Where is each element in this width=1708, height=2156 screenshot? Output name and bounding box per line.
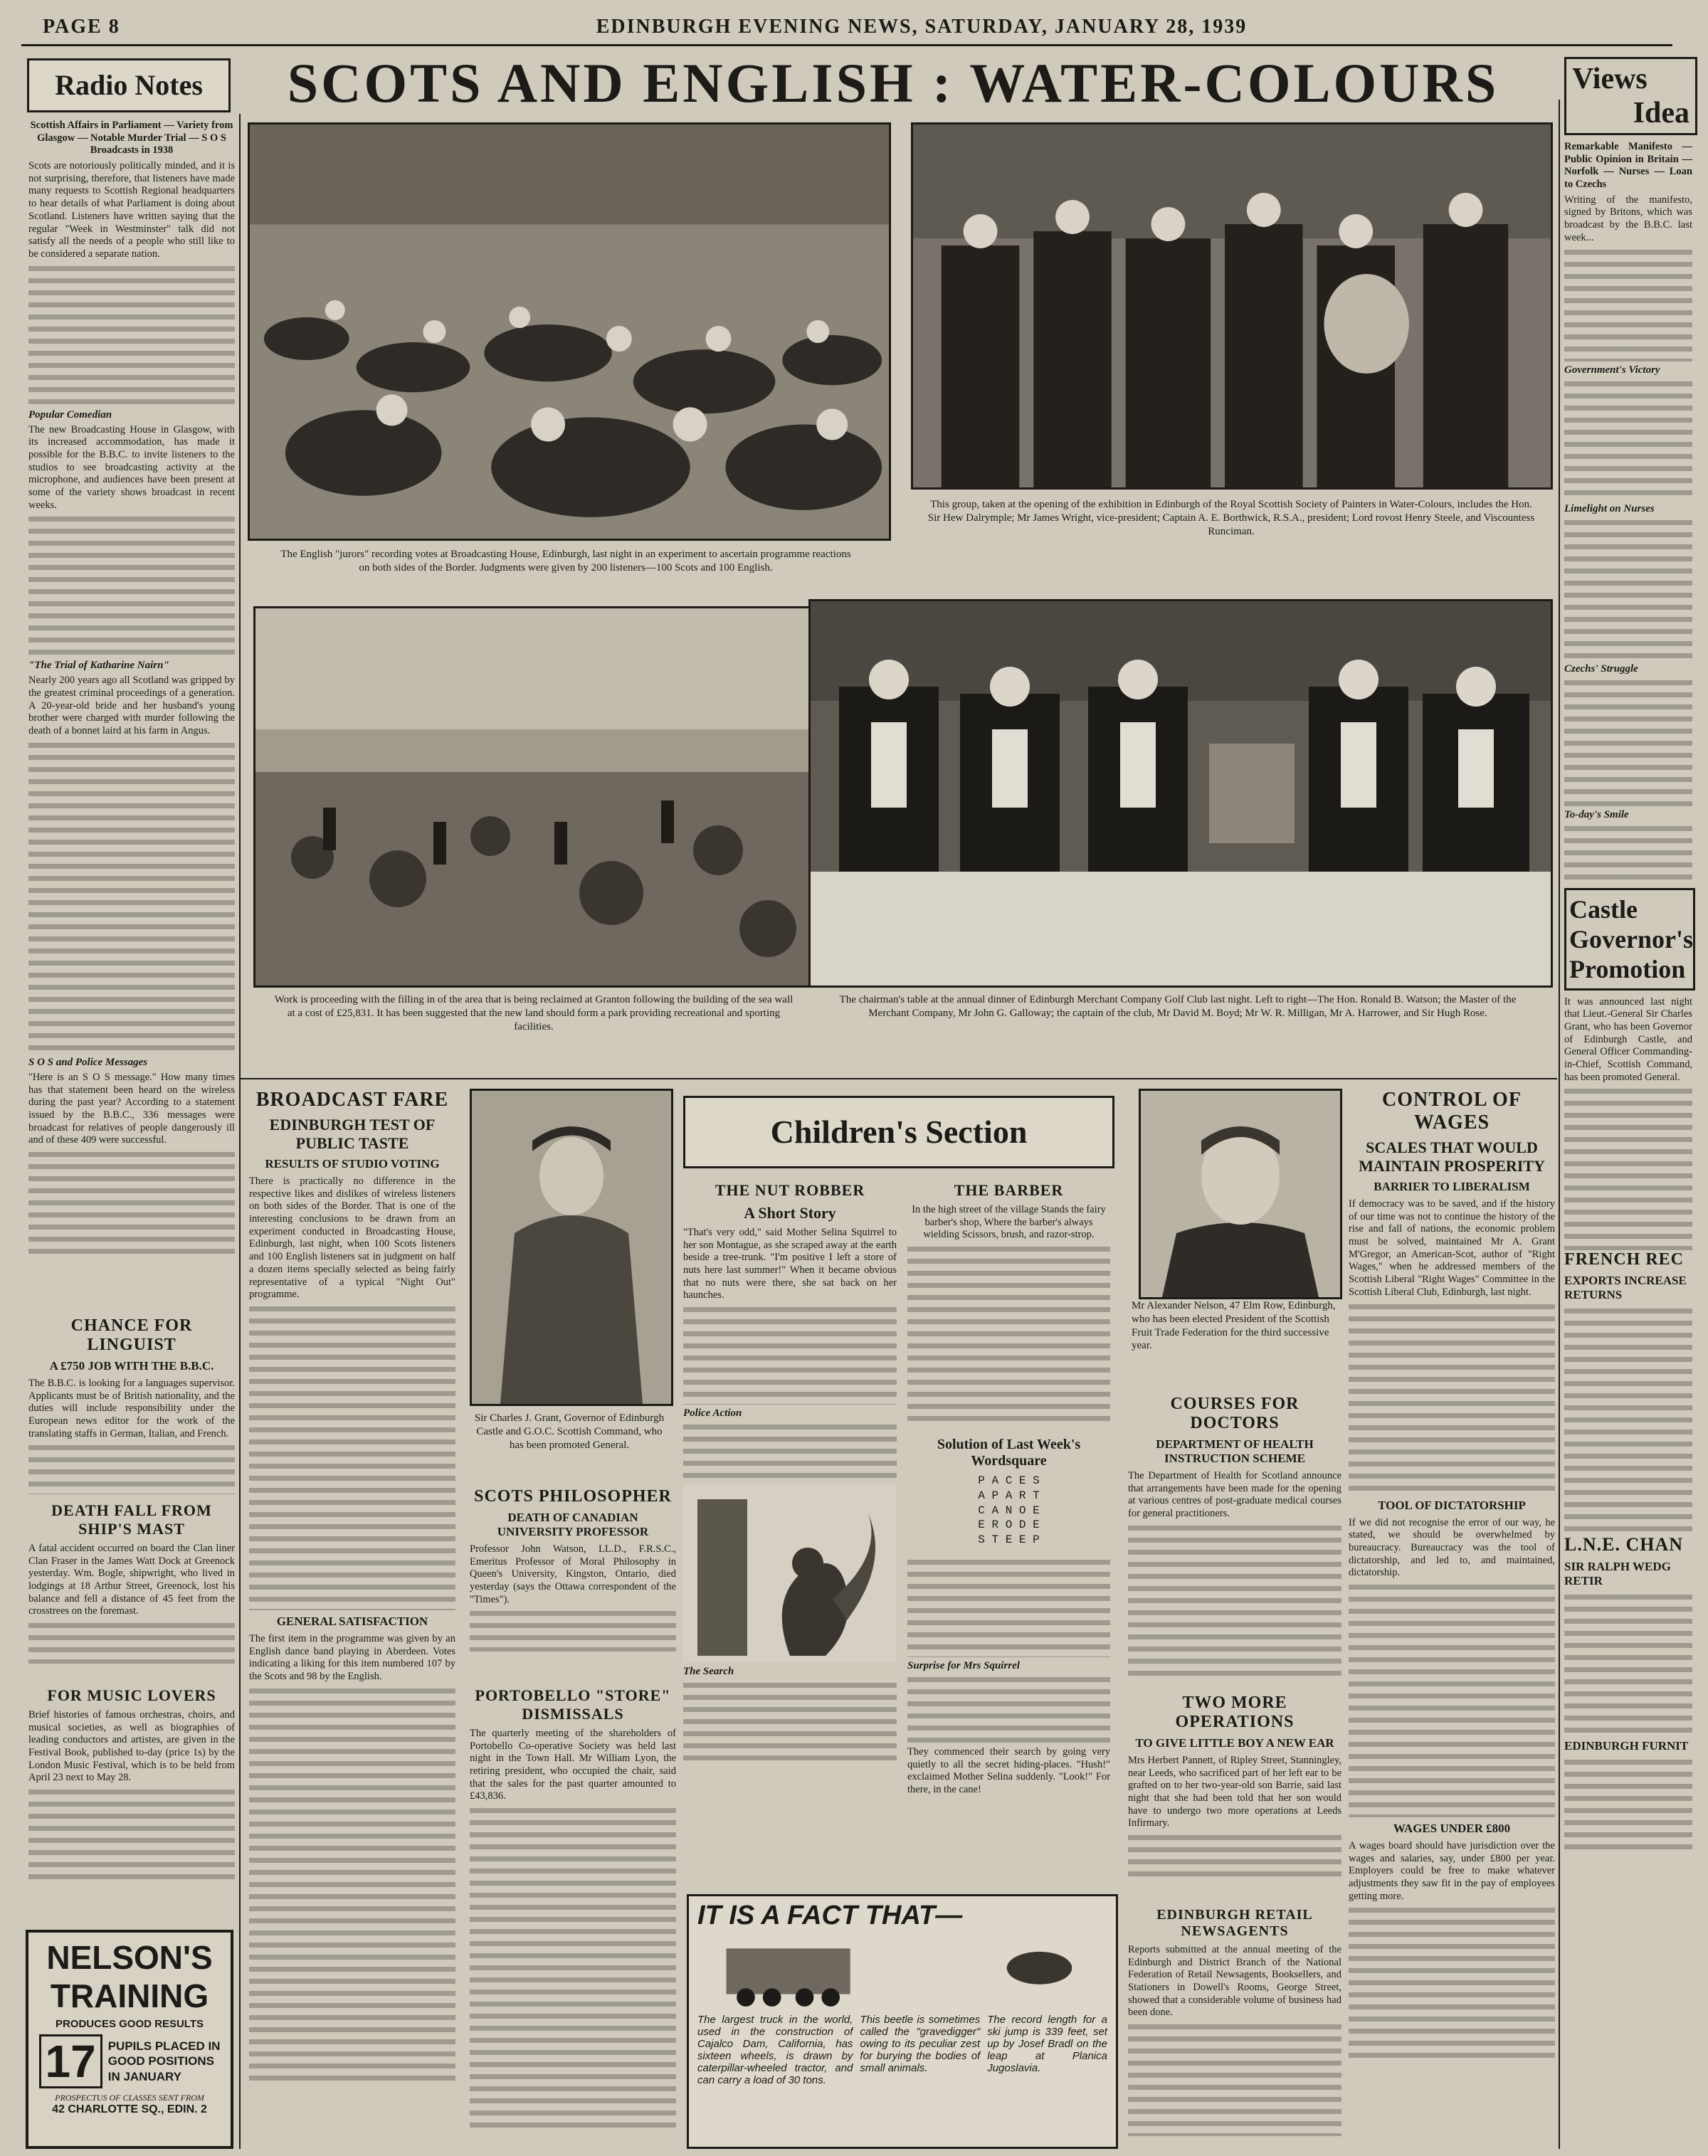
text-lines	[470, 1806, 676, 2133]
music-head: FOR MUSIC LOVERS	[47, 1686, 216, 1704]
page-number: PAGE 8	[43, 16, 120, 38]
text-lines	[28, 264, 235, 406]
wages-side-2: WAGES UNDER £800	[1393, 1821, 1511, 1835]
french-sub: EXPORTS INCREASE RETURNS	[1564, 1274, 1687, 1302]
grant-portrait	[470, 1089, 673, 1406]
wordsquare-row: S T E E P	[978, 1533, 1040, 1547]
fact-head: IT IS A FACT THAT—	[697, 1901, 963, 1930]
nelson-portrait	[1139, 1089, 1342, 1299]
barber-column	[907, 1181, 1110, 1893]
broadcast-sub-1: EDINBURGH TEST OF PUBLIC TASTE	[269, 1116, 436, 1152]
broadcast-article	[249, 1089, 455, 2142]
story-sub: A Short Story	[744, 1204, 836, 1222]
jurors-photo	[248, 122, 891, 541]
radio-side-2: "The Trial of Katharine Nairn"	[28, 660, 169, 672]
text-lines	[28, 1150, 235, 1257]
operations-article	[1128, 1693, 1341, 1900]
retail-text: Reports submitted at the annual meeting of the Edinburgh and District Branch of the National Federation of Retail Newsagents, Booksellers, and Stationers in Dowell's Rooms, George Street, showed that a considerable volume of business had been done.	[1128, 1944, 1341, 2019]
text-lines	[28, 1787, 235, 1880]
painters-caption: This group, taken at the opening of the exhibition in Edinburgh of the Royal Scottish Society of Painters in Water-Colours, includes the Hon. Sir Hew Dalrymple; Mr James Wright, vice-president; Captain A. E. Borthwick, R.S.A., president; Lord rovost Henry Steele, and Viscountess Runciman.	[927, 499, 1535, 537]
fact-box	[687, 1894, 1118, 2149]
text-lines	[683, 1305, 897, 1405]
broadcast-head: BROADCAST FARE	[255, 1089, 449, 1111]
retail-head: EDINBURGH RETAIL NEWSAGENTS	[1156, 1907, 1313, 1939]
section-rule	[241, 1078, 1557, 1079]
radio-notes-title: Radio Notes	[27, 58, 231, 112]
deathfall-text: A fatal accident occurred on board the Clan liner Clan Fraser in the James Watt Dock at Greenock yesterday. Wm. Bogle, shipwright, who lived in lodgings at 18 Arthur Street, Greenock, lost his balance and fell a distance of 45 feet from the crosstrees on the foremast.	[28, 1543, 235, 1617]
doctors-text: The Department of Health for Scotland announce that arrangements have been made for the opening at various centres of post-graduate medical courses for general practitioners.	[1128, 1470, 1341, 1520]
granton-caption: Work is proceeding with the filling in of the area that is being reclaimed at Granton following the building of the sea wall at a cost of £25,831. It has been suggested that the new land should form a park providing recreational and sporting facilities.	[274, 994, 794, 1032]
puzzle-head: Solution of Last Week's Wordsquare	[937, 1437, 1081, 1469]
philosopher-head: SCOTS PHILOSOPHER	[474, 1487, 672, 1506]
views-head-1: Views	[1572, 63, 1648, 95]
jurors-caption: The English "jurors" recording votes at Broadcasting House, Edinburgh, last night in an experiment to ascertain programme reactions on both sides of the Border. Judgments were given by 200 listeners—100 Scots and 100 English.	[280, 549, 851, 574]
banner-headline: SCOTS AND ENGLISH : WATER-COLOURS	[287, 52, 1499, 114]
text-lines	[249, 1686, 455, 2085]
castle-text: It was announced last night that Lieut.-General Sir Charles Grant, who has been Governor of Edinburgh Castle, and General Officer Commanding-in-Chief, Scottish Command, has been promoted General.	[1564, 995, 1692, 1083]
golf-caption: The chairman's table at the annual dinner of Edinburgh Merchant Company Golf Club last night. Left to right—The Hon. Ronald B. Watson; the Master of the Merchant Company, Mr John G. Galloway; the captain of the club, Mr David M. Boyd; Mr W. R. Milligan, Mr A. Harrower, and Sir Hugh Rose.	[839, 994, 1517, 1019]
ad-tagline: PRODUCES GOOD RESULTS	[55, 2018, 204, 2030]
masthead-rule	[21, 44, 1672, 46]
operations-head: TWO MORE OPERATIONS	[1175, 1693, 1295, 1731]
story-side-2: The Search	[683, 1666, 734, 1678]
wordsquare-row: E R O D E	[978, 1518, 1040, 1532]
wordsquare	[907, 1474, 1110, 1548]
lner-head: L.N.E. CHAN	[1564, 1534, 1684, 1555]
radio-para-4: "Here is an S O S message." How many times has that statement been heard on the wireless during the past year? According to a statement issued by the B.B.C., 336 messages were broadcast for relatives of people dangerously ill and of these 409 were successful.	[28, 1071, 235, 1146]
deathfall-head: DEATH FALL FROM SHIP'S MAST	[51, 1501, 212, 1538]
views-side-4: To-day's Smile	[1564, 808, 1629, 820]
radio-notes-column	[28, 120, 235, 1294]
story-head: THE NUT ROBBER	[715, 1181, 865, 1199]
radio-summary: Scottish Affairs in Parliament — Variety from Glasgow — Notable Murder Trial — S O S Broadcasts in 1938	[30, 120, 233, 157]
radio-para-1: Scots are notoriously politically minded, and it is not surprising, therefore, that listeners have made many requests to Scottish Regional headquarters to hear details of what Parliament is doing about Scotland. Listeners have written saying that the regular "Week in Westminster" talk did not satisfy all the needs of a people who still like to be considered a separate nation.	[28, 160, 235, 260]
ad-address: 42 CHARLOTTE SQ., EDIN. 2	[52, 2103, 207, 2115]
philosopher-sub: DEATH OF CANADIAN UNIVERSITY PROFESSOR	[497, 1511, 649, 1538]
story-side-3: Surprise for Mrs Squirrel	[907, 1660, 1020, 1672]
column-rule	[1559, 100, 1560, 2149]
wordsquare-row: A P A R T	[978, 1489, 1040, 1502]
grant-caption: Sir Charles J. Grant, Governor of Edinburgh Castle and G.O.C. Scottish Command, who has been promoted General.	[474, 1412, 665, 1451]
nelson-caption: Mr Alexander Nelson, 47 Elm Row, Edinburgh, who has been elected President of the Scottish Fruit Trade Federation for the third successive year.	[1132, 1300, 1336, 1352]
text-lines	[1564, 1087, 1692, 1250]
story-side-1: Police Action	[683, 1407, 742, 1420]
ad-number: 17	[39, 2034, 102, 2088]
portobello-head: PORTOBELLO "STORE" DISMISSALS	[475, 1686, 671, 1723]
radio-side-3: S O S and Police Messages	[28, 1056, 148, 1068]
lner-sub: SIR RALPH WEDG RETIR	[1564, 1560, 1671, 1588]
philosopher-article	[470, 1487, 676, 1679]
ad-prospectus: PROSPECTUS OF CLASSES SENT FROM	[55, 2093, 204, 2103]
text-lines	[28, 741, 235, 1054]
text-lines	[1564, 678, 1692, 806]
text-lines	[1128, 2022, 1341, 2136]
squirrel-illustration	[683, 1485, 897, 1663]
wages-article	[1349, 1089, 1555, 2142]
doctors-head: COURSES FOR DOCTORS	[1170, 1395, 1300, 1432]
radio-para-3: Nearly 200 years ago all Scotland was gripped by the greatest criminal proceedings of a generation. A 20-year-old bride and her husband's young brother were charged with murder following the death of a bonnet laird at his farm in Angus.	[28, 675, 235, 737]
text-lines	[1564, 1592, 1692, 1735]
castle-head-3: Promotion	[1569, 954, 1686, 983]
text-lines	[1564, 1306, 1692, 1534]
portobello-article	[470, 1686, 676, 2142]
operations-text: Mrs Herbert Pannett, of Ripley Street, Stanningley, near Leeds, who sacrificed part of her left ear to be grafted on to her two-year-old son Barrie, said last night that she had been told that her son would have to undergo two more operations at Leeds Infirmary.	[1128, 1755, 1341, 1829]
views-summary: Remarkable Manifesto — Public Opinion in Britain — Norfolk — Nurses — Loan to Czechs	[1564, 141, 1692, 191]
music-text: Brief histories of famous orchestras, choirs, and musical societies, as well as biographies of leading conductors and artistes, are given in the Festival Book, published to-day (price 1s) by the London Music Festival, which is to be held from April 23 next to May 28.	[28, 1709, 235, 1784]
doctors-sub: DEPARTMENT OF HEALTH INSTRUCTION SCHEME	[1156, 1437, 1314, 1465]
deathfall-article	[28, 1501, 235, 1672]
castle-head-2: Governor's	[1569, 924, 1693, 953]
nut-robber-story	[683, 1181, 897, 1893]
column-rule	[239, 114, 241, 2149]
views-side-1: Government's Victory	[1564, 364, 1660, 376]
views-side-2: Limelight on Nurses	[1564, 502, 1655, 514]
wages-sub-1: SCALES THAT WOULD MAINTAIN PROSPERITY	[1359, 1138, 1545, 1175]
linguist-text: The B.B.C. is looking for a languages supervisor. Applicants must be of British nationality, and the duties will include responsibility under the European news editor for the work of the translating staffs in German, Italian, and French.	[28, 1378, 235, 1439]
painters-group-photo	[911, 122, 1553, 490]
wages-para-3: A wages board should have jurisdiction over the wages and salaries, say, under £800 per year. Employers could be free to make whatever adjustments they saw fit in the pay of employees getting more.	[1349, 1839, 1555, 1902]
text-lines	[907, 1558, 1110, 1657]
fact-1: The largest truck in the world, used in the construction of Cajalco Dam, California, has sixteen wheels, is drawn by caterpillar-wheeled tractor, and can carry a load of 30 tons.	[697, 2014, 853, 2086]
right-edge-column	[1564, 57, 1707, 2149]
poem-text: In the high street of the village Stands the fairy barber's shop, Where the barber's always wielding Scissors, brush, and razor-strop.	[912, 1204, 1106, 1241]
text-lines	[28, 1443, 235, 1494]
text-lines	[1564, 1758, 1692, 1850]
ad-line-3: IN JANUARY	[107, 2069, 181, 2083]
wages-side-1: TOOL OF DICTATORSHIP	[1378, 1498, 1526, 1512]
fact-illustration	[689, 1935, 1116, 2014]
story-text-2: They commenced their search by going very quietly to all the secret hiding-places. "Hush!" exclaimed Mother Selina suddenly. "Look!" For there, in the cane!	[907, 1746, 1110, 1796]
text-lines	[28, 514, 235, 657]
wordsquare-row: P A C E S	[978, 1474, 1040, 1488]
operations-sub: TO GIVE LITTLE BOY A NEW EAR	[1135, 1736, 1334, 1750]
text-lines	[683, 1422, 897, 1479]
retail-article	[1128, 1907, 1341, 2142]
ad-line-2: GOOD POSITIONS	[107, 2054, 214, 2068]
text-lines	[1564, 248, 1692, 361]
wages-head: CONTROL OF WAGES	[1382, 1089, 1522, 1134]
fact-2: This beetle is sometimes called the "gravedigger" owing to its peculiar zest for burying the bodies of small animals.	[860, 2014, 981, 2074]
text-lines	[1128, 1833, 1341, 1883]
views-head-2: Idea	[1633, 97, 1689, 130]
views-side-3: Czechs' Struggle	[1564, 662, 1638, 675]
nelsons-training-ad	[26, 1930, 233, 2149]
text-lines	[1349, 1906, 1555, 2062]
music-article	[28, 1686, 235, 1921]
doctors-article	[1128, 1395, 1341, 1679]
broadcast-side: GENERAL SATISFACTION	[276, 1614, 428, 1628]
wages-para-2: If we did not recognise the error of our way, he stated, we should be overwhelmed by bureaucracy. Bureaucracy was the tool of dictatorship, and led to, and maintained, dictatorship.	[1349, 1516, 1555, 1579]
text-lines	[1349, 1302, 1555, 1494]
castle-head-box	[1564, 888, 1695, 990]
wages-para-1: If democracy was to be saved, and if the history of our time was not to continue the history of the rise and fall of nations, the economic problem must be solved, maintained Mr A. Grant M'Gregor, an American-Scot, author of "Right Wages," when he addressed members of the Scottish Liberal "Right Wages" Committee in the Scottish Liberal Club, Edinburgh, last night.	[1349, 1198, 1555, 1298]
text-lines	[249, 1304, 455, 1610]
furniture-head: EDINBURGH FURNIT	[1564, 1739, 1689, 1753]
radio-para-2: The new Broadcasting House in Glasgow, with its increased accommodation, has made it possible for the B.B.C. to invite listeners to the studios to see broadcasting activity at the microphone, and audiences have been present at some of the variety shows broadcast in recent weeks.	[28, 423, 235, 511]
ad-title-2: TRAINING	[50, 1977, 209, 2014]
text-lines	[907, 1675, 1110, 1746]
philosopher-text: Professor John Watson, LL.D., F.R.S.C., Emeritus Professor of Moral Philosophy in Queen's University, Kingston, Ontario, died yesterday (says the Ottawa correspondent of the "Times").	[470, 1543, 676, 1605]
linguist-article	[28, 1316, 235, 1494]
text-lines	[1128, 1523, 1341, 1679]
text-lines	[1349, 1582, 1555, 1817]
childrens-section-head: Children's Section	[683, 1096, 1114, 1168]
text-lines	[1564, 518, 1692, 660]
text-lines	[1564, 379, 1692, 500]
wages-sub-2: BARRIER TO LIBERALISM	[1374, 1180, 1530, 1193]
text-lines	[683, 1681, 897, 1766]
views-text: Writing of the manifesto, signed by Britons, which was broadcast by the B.B.C. last week...	[1564, 194, 1692, 243]
wordsquare-row: C A N O E	[978, 1504, 1040, 1517]
golf-dinner-photo	[808, 599, 1553, 988]
broadcast-para-1: There is practically no difference in the respective likes and dislikes of wireless listeners on both sides of the Border. That is one of the interesting conclusions to be drawn from an experiment conducted in Broadcasting House, Edinburgh, last night, when 100 Scots listeners and 100 English listeners sat in judgment on half a dozen items specially selected as being fairly representative of a typical "Night Out" programme.	[249, 1175, 455, 1301]
text-lines	[470, 1609, 676, 1652]
granton-photo	[253, 606, 820, 988]
french-head: FRENCH REC	[1564, 1250, 1685, 1269]
broadcast-para-2: The first item in the programme was given by an English dance band playing in Aberdeen. Votes indicating a liking for this item numbered 107 by the Scots and 98 by the English.	[249, 1632, 455, 1682]
poem-head: THE BARBER	[954, 1181, 1064, 1199]
radio-side-1: Popular Comedian	[28, 408, 112, 421]
text-lines	[28, 1621, 235, 1664]
linguist-head: CHANCE FOR LINGUIST	[70, 1316, 193, 1354]
portobello-text: The quarterly meeting of the shareholders of Portobello Co-operative Society was held last night in the Town Hall. Mr William Lyon, the retiring president, who occupied the chair, said that the sales for the past quarter amounted to £43,836.	[470, 1728, 676, 1802]
castle-head-1: Castle	[1569, 894, 1638, 924]
text-lines	[1564, 824, 1692, 881]
fact-3: The record length for a ski jump is 339 feet, set up by Josef Bradl on the leap at Planica Jugoslavia.	[987, 2014, 1107, 2074]
linguist-sub: A £750 JOB WITH THE B.B.C.	[49, 1359, 214, 1373]
text-lines	[907, 1245, 1110, 1422]
ad-line-1: PUPILS PLACED IN	[107, 2039, 221, 2054]
story-text: "That's very odd," said Mother Selina Squirrel to her son Montague, as she scraped away at the earth beside a tree-trunk. "I'm positive I left a store of nuts here last summer!" When it became obvious that no nuts were there, she sat back on her haunches.	[683, 1227, 897, 1301]
broadcast-sub-2: RESULTS OF STUDIO VOTING	[265, 1157, 440, 1171]
ad-title-1: NELSON'S	[46, 1939, 213, 1976]
views-head-box	[1564, 57, 1697, 135]
running-head: EDINBURGH EVENING NEWS, SATURDAY, JANUARY 28, 1939	[596, 16, 1248, 38]
